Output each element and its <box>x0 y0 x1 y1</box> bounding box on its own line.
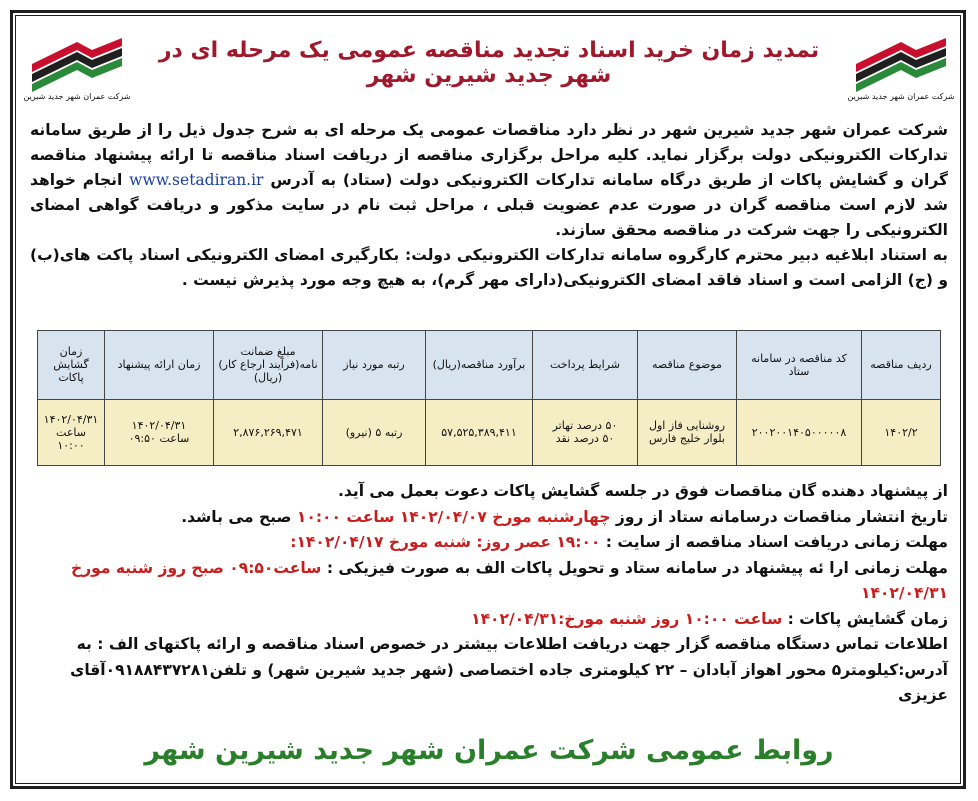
cell-opening-time <box>38 399 105 465</box>
cell-row-number: ۱۴۰۲/۲ <box>862 399 941 465</box>
cell-tender-code: ۲۰۰۲۰۰۱۴۰۵۰۰۰۰۰۸ <box>737 399 862 465</box>
website-link[interactable]: www.setadiran.ir <box>129 171 264 189</box>
company-logo-right <box>846 24 956 94</box>
page-title: تمدید زمان خرید اسناد تجدید مناقصه عمومی یک مرحله ای در شهر جدید شیرین شهر <box>158 38 820 88</box>
address-line: آدرس:کیلومتر۵ محور اهواز آبادان – ۲۲ کیلومتری جاده اختصاصی (شهر جدید شیرین شهر) و تلفن۰۹۱۸۸۴۳۷۲۸۱آقای عزیزی <box>70 660 948 704</box>
cell-payment-line1: ۵۰ درصد تهاتر <box>552 419 618 433</box>
logo-caption-left: شرکت عمران شهر جدید شیرین <box>23 92 131 101</box>
bid-deadline-value: ساعت۰۹:۵۰ صبح روز شنبه مورخ ۱۴۰۲/۰۴/۳۱ <box>71 558 948 602</box>
intro-p1-before-url: شرکت عمران شهر جدید شیرین شهر در نظر دارد مناقصات عمومی یک مرحله ای به شرح جدول ذیل را از طریق سامانه تدارکات الکترونیکی دولت برگزار نماید. کلیه مراحل برگزاری مناقصه از دریافت اسناد مناقصه تا ارائه پیشنهاد مناقصه گران و گشایش پاکات از طریق درگاه سامانه تدارکات الکترونیکی دولت (ستاد) به آدرس <box>30 121 948 189</box>
tender-table <box>37 330 941 466</box>
tender-details <box>30 479 948 709</box>
invite-line: از پیشنهاد دهنده گان مناقصات فوق در جلسه گشایش پاکات دعوت بعمل می آید. <box>338 482 948 500</box>
bid-deadline-line <box>30 556 948 607</box>
header-subject: موضوع مناقصه <box>638 331 737 400</box>
header-bid-submission-time: زمان ارائه پیشنهاد <box>105 331 214 400</box>
cell-required-grade: رتبه ۵ (نیرو) <box>323 399 426 465</box>
opening-label: زمان گشایش پاکات : <box>787 609 948 628</box>
table-row <box>38 399 941 465</box>
document-deadline-label: مهلت زمانی دریافت اسناد مناقصه از سایت : <box>605 533 948 551</box>
cell-submission-hour: ساعت ۰۹:۵۰ <box>128 432 190 446</box>
intro-p1-after-url: انجام خواهد شد لازم است مناقصه گران در صورت عدم عضویت قبلی ، مراحل ثبت نام در سایت مذکور و دریافت گواهی امضای الکترونیکی را جهت شرکت در مناقصه محقق سازند. <box>30 171 948 239</box>
contact-line: اطلاعات تماس دستگاه مناقصه گزار جهت دریافت اطلاعات بیشتر در خصوص اسناد مناقصه و ارائه پاکتهای الف : به <box>76 635 948 653</box>
cell-payment-line2: ۵۰ درصد نقد <box>555 432 615 446</box>
header-opening-time: زمان گشایش پاکات <box>38 331 105 400</box>
cell-guarantee-amount: ۲,۸۷۶,۲۶۹,۴۷۱ <box>214 399 323 465</box>
header-guarantee-amount: مبلغ ضمانت نامه(فرآیند ارجاع کار)(ریال) <box>214 331 323 400</box>
publish-date-value: چهارشنبه مورخ ۱۴۰۲/۰۴/۰۷ ساعت ۱۰:۰۰ <box>296 507 611 526</box>
cell-payment-terms <box>533 399 638 465</box>
cell-opening-date: ۱۴۰۲/۰۴/۳۱ <box>43 412 99 426</box>
intro-paragraph-1 <box>30 118 948 243</box>
cell-subject-line2: بلوار خلیج فارس <box>649 432 725 446</box>
document-deadline-value: ۱۹:۰۰ عصر روز: شنبه مورخ ۱۴۰۲/۰۴/۱۷: <box>290 533 601 551</box>
cell-opening-hour: ساعت ۱۰:۰۰ <box>56 425 86 452</box>
company-logo-left <box>22 24 132 94</box>
cell-estimate: ۵۷,۵۲۵,۳۸۹,۴۱۱ <box>426 399 533 465</box>
header-estimate: برآورد مناقصه(ریال) <box>426 331 533 400</box>
table-header-row <box>38 331 941 400</box>
intro-paragraph-2: به استناد ابلاغیه دبیر محترم کارگروه سامانه تدارکات الکترونیکی دولت: بکارگیری امضای الکترونیکی اسناد پاکت های(ب) و (ج) الزامی است و اسناد فاقد امضای الکترونیکی(دارای مهر گرم)، به هیچ وجه مورد پذیرش نیست . <box>30 246 948 289</box>
cell-bid-submission-time <box>105 399 214 465</box>
cell-subject <box>638 399 737 465</box>
document-deadline-line <box>30 530 948 556</box>
intro-text <box>30 118 948 293</box>
cell-subject-line1: روشنایی فاز اول <box>648 419 726 433</box>
bid-deadline-label: مهلت زمانی ارا ئه پیشنهاد در سامانه ستاد و تحویل پاکات الف به صورت فیزیکی : <box>326 558 948 577</box>
opening-value: ساعت ۱۰:۰۰ روز شنبه مورخ:۱۴۰۲/۰۴/۳۱ <box>471 609 783 628</box>
publish-date-suffix: صبح می باشد. <box>181 507 292 526</box>
header-payment-terms: شرایط پرداخت <box>533 331 638 400</box>
opening-line <box>30 607 948 633</box>
header-required-grade: رتبه مورد نیاز <box>323 331 426 400</box>
logo-caption-right: شرکت عمران شهر جدید شیرین <box>847 92 955 101</box>
publish-date-label: تاریخ انتشار مناقصات درسامانه ستاد از روز <box>615 507 948 526</box>
footer-public-relations: روابط عمومی شرکت عمران شهر جدید شیرین شهر <box>144 735 834 766</box>
publish-date-line <box>30 505 948 531</box>
cell-submission-date: ۱۴۰۲/۰۴/۳۱ <box>131 419 187 433</box>
header-tender-code: کد مناقصه در سامانه ستاد <box>737 331 862 400</box>
header-row-number: ردیف مناقصه <box>862 331 941 400</box>
